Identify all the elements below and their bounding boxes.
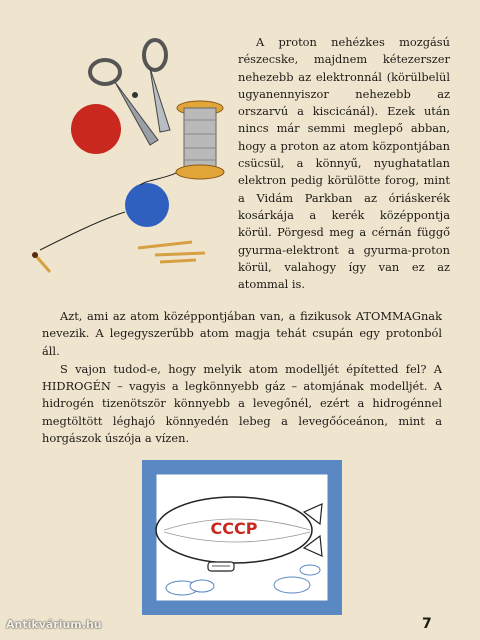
red-ball-icon [71, 104, 121, 154]
blue-ball-icon [125, 183, 169, 227]
watermark-text: Antikvárium.hu [6, 618, 102, 631]
paragraph-right: A proton nehézkes mozgású részecske, majdnem kétezerszer nehezebb az elektronnál (körülbelül ugyanennyiszor nehezebb az orszarvú a kiscicánál). Ezek után nincs már semmi meglepő abban, hogy a proton az atom központjában csücsül, a könnyű, nyughatatlan elektron pedig körülötte forog, mint a Vidám Parkban az óriáskerék kosárkája a kerék középpontja körül. Pörgesd meg a cérnán függő gyurma-elektront a gyurma-proton körül, valahogy így van ez az atommal is. [238, 35, 450, 292]
airship-icon [142, 460, 342, 615]
paragraph-atommag: Azt, ami az atom középpontjában van, a fizikusok ATOMMAGnak nevezik. A legegyszerűbb atom magja tehát csupán egy protonból áll. [42, 309, 442, 358]
right-column-text [238, 34, 450, 293]
atom-model-illustration [0, 0, 240, 300]
matches-icon [32, 242, 205, 272]
page-number: 7 [422, 616, 432, 632]
thread-spool-icon [176, 101, 224, 179]
paragraph-hidrogen: S vajon tudod-e, hogy melyik atom modelljét építetted fel? A HIDROGÉN – vagyis a legkönnyebb gáz – atomjának modelljét. A hidrogén tizenötször könnyebb a levegőnél, ezért a hidrogénnel megtöltött léghajó könnyedén lebeg a levegőóceánon, mint a horgászok úszója a vízen. [42, 361, 442, 446]
airship-illustration [142, 460, 342, 615]
main-body-text [42, 308, 442, 448]
airship-label: CCCP [210, 519, 258, 538]
